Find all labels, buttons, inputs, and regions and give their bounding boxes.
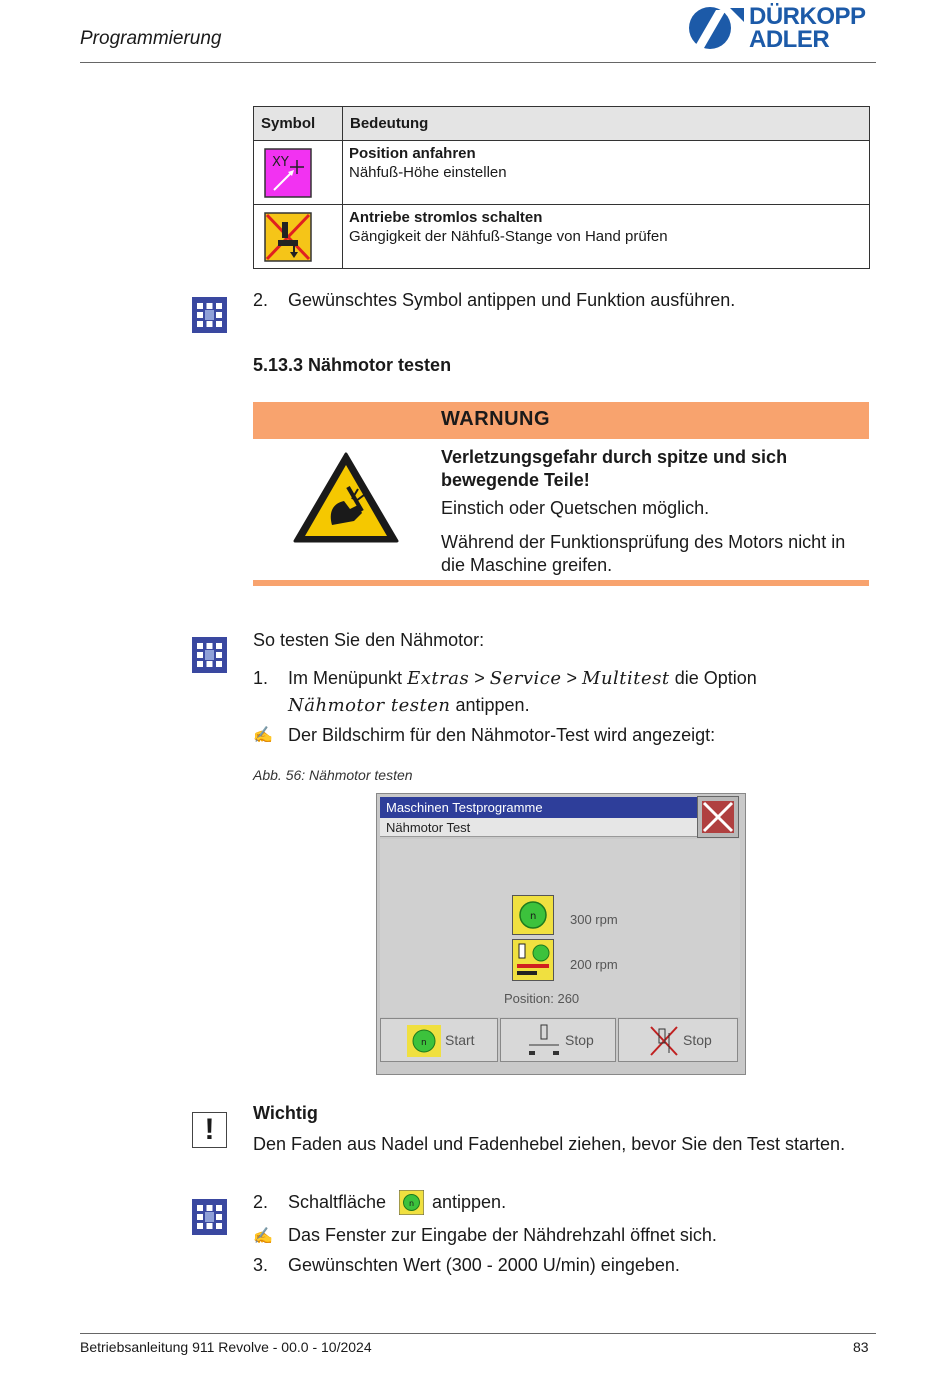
cut-hazard-icon xyxy=(292,451,400,545)
important-text: Den Faden aus Nadel und Fadenhebel ziehen, bevor Sie den Test starten. xyxy=(253,1134,846,1154)
table-row xyxy=(254,141,870,205)
row-desc: Gängigkeit der Nähfuß-Stange von Hand prüfen xyxy=(349,228,668,245)
screen-title: Maschinen Testprogramme xyxy=(380,797,698,818)
procedure-step-icon xyxy=(192,637,227,678)
close-icon xyxy=(698,797,738,837)
logo-line1: DÜRKOPP xyxy=(749,3,866,30)
steps-icon xyxy=(192,1199,227,1235)
motor-speed-icon xyxy=(399,1190,424,1215)
important-title: Wichtig xyxy=(253,1103,318,1123)
stop-drives-button[interactable] xyxy=(618,1018,738,1062)
menu-separator: > xyxy=(474,668,485,688)
warning-text-1: Einstich oder Quetschen möglich. xyxy=(441,498,710,518)
table-row xyxy=(254,205,870,269)
warning-headline: Verletzungsgefahr durch spitze und sich bewegende Teile! xyxy=(441,447,788,490)
header-title: Programmierung xyxy=(80,28,222,49)
step-text xyxy=(288,667,868,690)
step-text: Gewünschtes Symbol antippen und Funktion ausführen. xyxy=(288,290,736,310)
speed-button[interactable] xyxy=(512,895,554,935)
screenshot-naehmotor-test xyxy=(376,793,746,1075)
page-number: 83 xyxy=(853,1339,869,1355)
section-title: 5.13.3 Nähmotor testen xyxy=(253,355,452,375)
start-button[interactable] xyxy=(380,1018,498,1062)
step-text: Schaltfläche xyxy=(288,1192,387,1212)
result-arrow-icon: ✍ xyxy=(253,1228,273,1245)
hazard-sign xyxy=(292,451,400,550)
screen-subtitle: Nähmotor Test xyxy=(380,818,698,837)
position-speed-button[interactable] xyxy=(512,939,554,981)
step-text-part: die Option xyxy=(674,668,757,688)
procedure-step-icon xyxy=(192,297,227,338)
step-number: 2. xyxy=(253,1192,269,1212)
steps-icon xyxy=(192,297,227,333)
stop-label-2: Stop xyxy=(683,1032,712,1048)
step-number: 2. xyxy=(253,290,269,310)
symbol-cell xyxy=(254,205,343,269)
rpm-value-2: 200 rpm xyxy=(570,957,618,972)
drives-off-icon xyxy=(264,212,312,262)
row-title: Antriebe stromlos schalten xyxy=(349,209,543,226)
svg-text:n: n xyxy=(421,1038,427,1048)
position-xy-icon xyxy=(264,148,312,198)
footer-doc-info: Betriebsanleitung 911 Revolve - 00.0 - 10/2024 xyxy=(80,1339,372,1355)
needle-position-icon xyxy=(513,940,553,980)
motor-start-icon xyxy=(407,1025,441,1057)
figure-caption: Abb. 56: Nähmotor testen xyxy=(253,767,413,783)
menu-multitest: Multitest xyxy=(582,668,670,689)
drives-stop-icon xyxy=(647,1023,681,1059)
step-number: 3. xyxy=(253,1255,269,1275)
table-header-row xyxy=(254,107,870,141)
step-text-part: Im Menüpunkt xyxy=(288,668,403,688)
step-text: Gewünschten Wert (300 - 2000 U/min) eingeben. xyxy=(288,1255,680,1275)
needle-stop-icon xyxy=(527,1023,561,1059)
footer-rule xyxy=(80,1333,876,1334)
symbol-cell xyxy=(254,141,343,205)
screen-body xyxy=(380,839,740,1017)
warning-label: WARNUNG xyxy=(441,408,551,430)
motor-speed-icon xyxy=(513,896,553,934)
rpm-value-1: 300 rpm xyxy=(570,912,618,927)
warning-bottom-bar xyxy=(253,580,869,586)
result-text: Das Fenster zur Eingabe der Nähdrehzahl öffnet sich. xyxy=(288,1225,717,1245)
stop-needle-button[interactable] xyxy=(500,1018,616,1062)
svg-text:n: n xyxy=(409,1199,415,1208)
meaning-cell xyxy=(343,205,870,269)
meaning-cell xyxy=(343,141,870,205)
step-text-part: antippen. xyxy=(432,1192,507,1212)
start-label: Start xyxy=(445,1032,475,1048)
menu-service: Service xyxy=(489,668,562,689)
symbol-table xyxy=(253,106,870,269)
step-text-part: antippen. xyxy=(455,695,530,715)
menu-separator: > xyxy=(566,668,578,688)
option-naehmotor-testen: Nähmotor testen xyxy=(288,695,451,716)
logo-line2: ADLER xyxy=(749,26,830,53)
screen-button-row xyxy=(380,1018,740,1064)
warning-text-2: Während der Funktionsprüfung des Motors nicht in die Maschine greifen. xyxy=(441,532,846,575)
result-arrow-icon: ✍ xyxy=(253,727,273,744)
inline-speed-button-icon xyxy=(399,1190,424,1215)
svg-text:n: n xyxy=(530,911,537,922)
result-text: Der Bildschirm für den Nähmotor-Test wird angezeigt: xyxy=(288,725,716,745)
svg-text:XY: XY xyxy=(272,155,289,170)
step-text-cont xyxy=(288,694,530,717)
warning-bar xyxy=(253,402,869,439)
col-symbol: Symbol xyxy=(254,107,343,141)
menu-extras: Extras xyxy=(407,668,470,689)
position-readout: Position: 260 xyxy=(504,991,580,1006)
step-number: 1. xyxy=(253,668,269,688)
brand-logo xyxy=(686,4,872,56)
stop-label-1: Stop xyxy=(565,1032,594,1048)
procedure-intro: So testen Sie den Nähmotor: xyxy=(253,630,485,650)
logo-mark-icon xyxy=(686,4,746,54)
steps-icon xyxy=(192,637,227,673)
screen-close-button[interactable] xyxy=(697,796,739,838)
procedure-step-icon xyxy=(192,1199,227,1240)
col-meaning: Bedeutung xyxy=(343,107,870,141)
important-icon: ! xyxy=(192,1112,227,1148)
row-desc: Nähfuß-Höhe einstellen xyxy=(349,164,507,181)
header-rule xyxy=(80,62,876,63)
row-title: Position anfahren xyxy=(349,145,476,162)
